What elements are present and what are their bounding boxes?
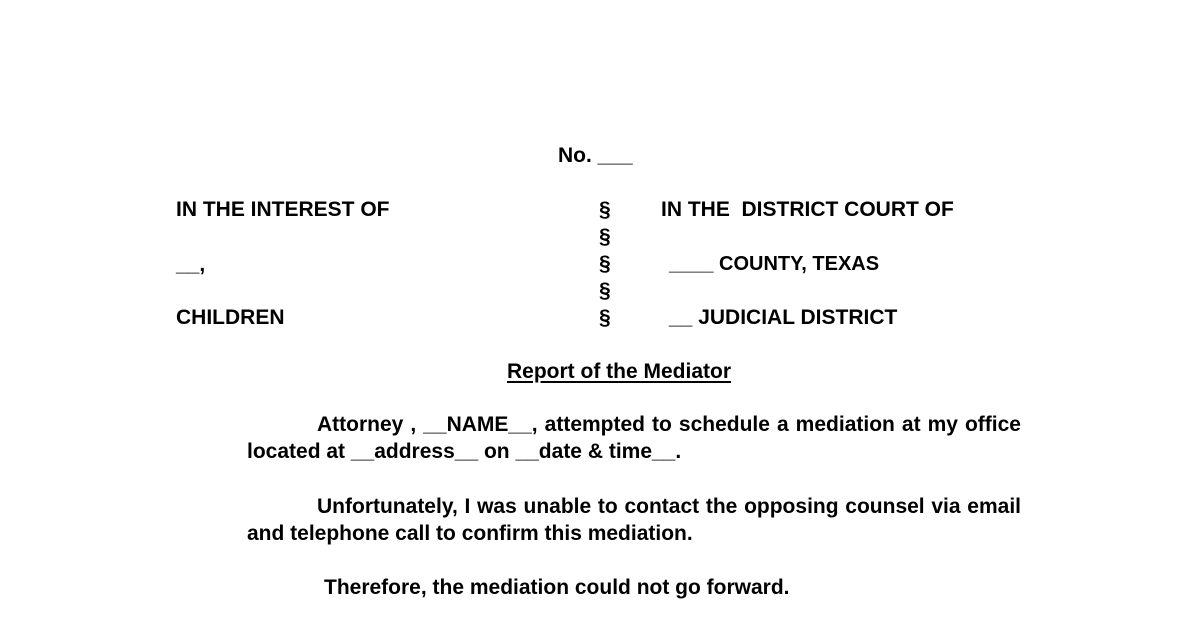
section-symbol: § <box>599 252 611 275</box>
section-symbol: § <box>599 279 611 302</box>
caption-left-line-1: IN THE INTEREST OF <box>176 198 390 221</box>
body-paragraph: Unfortunately, I was unable to contact the opposing counsel via email and telephone call to confirm this mediation. <box>247 495 1021 545</box>
caption-right-line-2: ____ COUNTY, TEXAS <box>669 253 880 275</box>
body-paragraph: Therefore, the mediation could not go forward. <box>324 576 790 599</box>
document-title: Report of the Mediator <box>507 360 731 383</box>
caption-right-line-1: IN THE DISTRICT COURT OF <box>661 198 954 221</box>
caption-left-line-3: CHILDREN <box>176 306 285 329</box>
case-number: No. ___ <box>558 144 633 167</box>
section-symbol: § <box>599 225 611 248</box>
section-symbol: § <box>599 198 611 221</box>
caption-right-line-3: __ JUDICIAL DISTRICT <box>669 306 898 329</box>
section-symbol: § <box>599 306 611 329</box>
body-paragraph: Attorney , __NAME__, attempted to schedule a mediation at my office located at __address__ on __date & time__. <box>247 413 1021 463</box>
caption-left-line-2: __, <box>176 253 206 276</box>
